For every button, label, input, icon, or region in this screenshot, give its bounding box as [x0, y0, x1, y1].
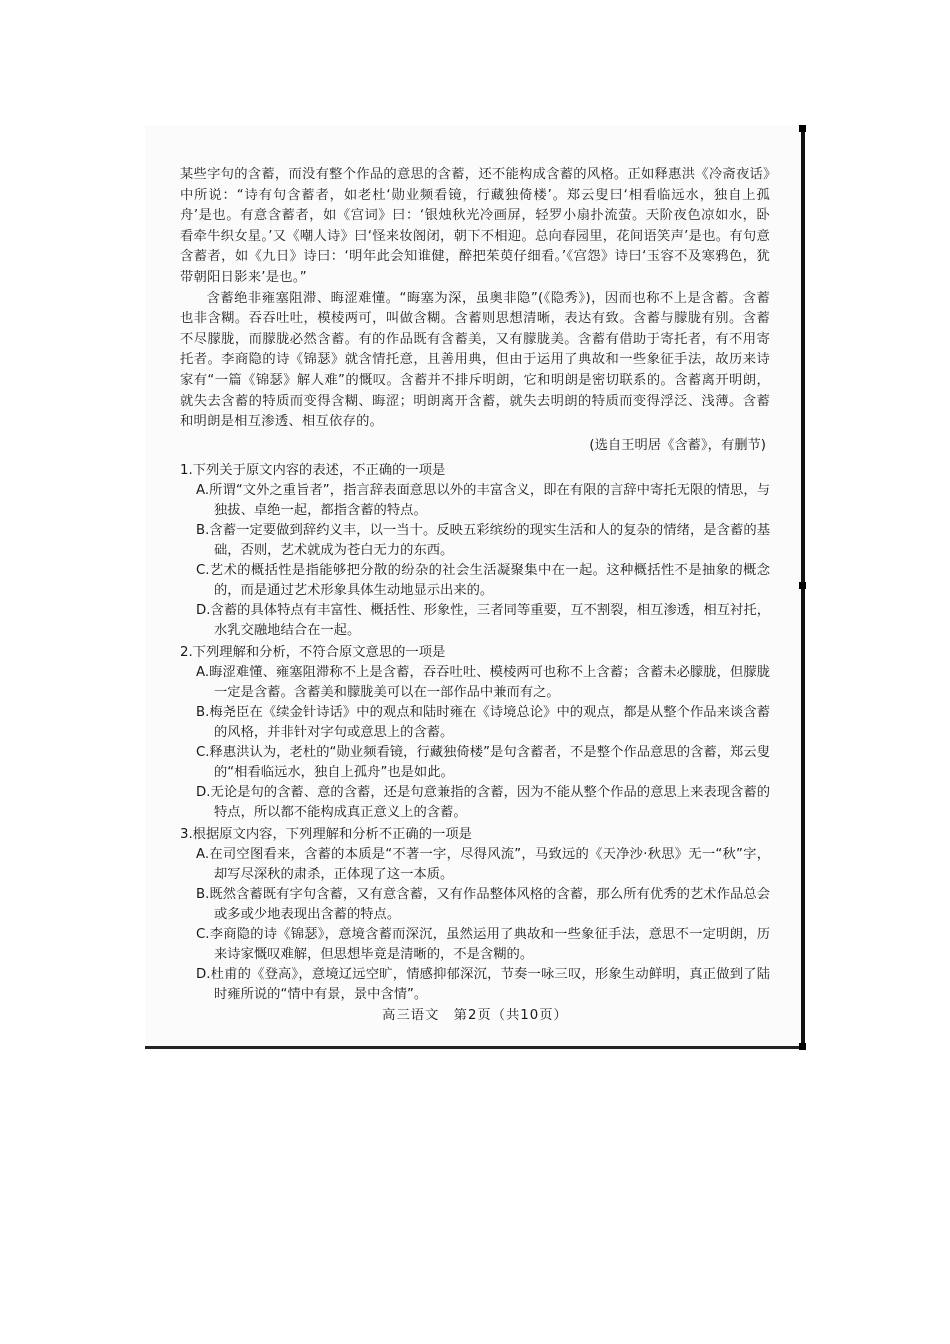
option-b: B.梅尧臣在《续金针诗话》中的观点和陆时雍在《诗境总论》中的观点，都是从整个作品来谈含蓄的风格，并非针对字句或意思上的含蓄。	[196, 704, 770, 740]
option-c: C.李商隐的诗《锦瑟》，意境含蓄而深沉，虽然运用了典故和一些象征手法，意思不一定明朗，历来诗家慨叹难解，但思想毕竟是清晰的，不是含糊的。	[196, 926, 770, 962]
option-b: B.既然含蓄既有字句含蓄，又有意含蓄，又有作品整体风格的含蓄，那么所有优秀的艺术作品总会或多或少地表现出含蓄的特点。	[196, 886, 770, 922]
edge-mark	[799, 582, 806, 589]
page-content	[180, 165, 770, 1005]
page-footer: 高三语文 第2页（共10页）	[382, 1008, 568, 1023]
passage-paragraph: 含蓄绝非雍塞阻滞、晦涩难懂。“晦塞为深，虽奥非隐”(《隐秀》)，因而也称不上是含蓄。含蓄也非含糊。吞吞吐吐，模棱两可，叫做含糊。含蓄则思想清晰，表达有致。含蓄与朦胧有别。含蓄不尽朦胧，而朦胧必然含蓄。有的作品既有含蓄美，又有朦胧美。含蓄有借助于寄托者，有不用寄托者。李商隐的诗《锦瑟》就含情托意，且善用典，但由于运用了典故和一些象征手法，故历来诗家有“一篇《锦瑟》解人难”的慨叹。含蓄并不排斥明朗，它和明朗是密切联系的。含蓄离开明朗，就失去含蓄的特质而变得含糊、晦涩；明朗离开含蓄，就失去明朗的特质而变得浮泛、浅薄。含蓄和明朗是相互渗透、相互依存的。	[180, 290, 770, 430]
option-d: D.含蓄的具体特点有丰富性、概括性、形象性，三者同等重要，互不割裂，相互渗透，相互衬托，水乳交融地结合在一起。	[196, 602, 770, 638]
option-a: A.晦涩难懂、雍塞阻滞称不上是含蓄，吞吞吐吐、模棱两可也称不上含蓄；含蓄未必朦胧，但朦胧一定是含蓄。含蓄美和朦胧美可以在一部作品中兼而有之。	[196, 664, 770, 700]
question-1	[180, 461, 770, 641]
option-a: A.所谓“文外之重旨者”，指言辞表面意思以外的丰富含义，即在有限的言辞中寄托无限的情思，与独拔、卓绝一起，都指含蓄的特点。	[196, 482, 770, 518]
option-b: B.含蓄一定要做到辞约义丰，以一当十。反映五彩缤纷的现实生活和人的复杂的情绪，是含蓄的基础，否则，艺术就成为苍白无力的东西。	[196, 522, 770, 558]
question-3	[180, 825, 770, 1005]
option-a: A.在司空图看来，含蓄的本质是“不著一字，尽得风流”，马致远的《天净沙·秋思》无一“秋”字，却写尽深秋的肃杀，正体现了这一本质。	[196, 846, 770, 882]
question-stem: 1.下列关于原文内容的表述，不正确的一项是	[180, 462, 446, 478]
question-2	[180, 643, 770, 823]
corner-mark	[799, 1043, 806, 1050]
option-d: D.杜甫的《登高》，意境辽远空旷，情感抑郁深沉，节奏一咏三叹，形象生动鲜明，真正做到了陆时雍所说的“情中有景，景中含情”。	[196, 966, 770, 1002]
question-stem: 2.下列理解和分析，不符合原文意思的一项是	[180, 644, 446, 660]
question-stem: 3.根据原文内容，下列理解和分析不正确的一项是	[180, 826, 472, 842]
option-c: C.艺术的概括性是指能够把分散的纷杂的社会生活凝聚集中在一起。这种概括性不是抽象的概念的，而是通过艺术形象具体生动地显示出来的。	[196, 562, 770, 598]
corner-mark	[799, 125, 806, 132]
page-bottom-edge	[145, 1046, 805, 1049]
passage-source: (选自王明居《含蓄》，有删节)	[589, 437, 766, 453]
option-c: C.释惠洪认为，老杜的“勋业频看镜，行藏独倚楼”是句含蓄者，不是整个作品意思的含蓄，郑云叟的“相看临远水，独自上孤舟”也是如此。	[196, 744, 770, 780]
option-d: D.无论是句的含蓄、意的含蓄，还是句意兼指的含蓄，因为不能从整个作品的意思上来表现含蓄的特点，所以都不能构成真正意义上的含蓄。	[196, 784, 770, 820]
passage-paragraph: 某些字句的含蓄，而没有整个作品的意思的含蓄，还不能构成含蓄的风格。正如释惠洪《冷斋夜话》中所说：“诗有句含蓄者，如老杜‘勋业频看镜，行藏独倚楼’。郑云叟曰‘相看临远水，独自上孤舟’是也。有意含蓄者，如《宫词》曰：‘银烛秋光冷画屏，轻罗小扇扑流萤。天阶夜色凉如水，卧看牵牛织女星。’又《嘲人诗》曰‘怪来妆阁闭，朝下不相迎。总向春园里，花间语笑声’是也。有句意含蓄者，如《九日》诗曰：‘明年此会知谁健，醉把茱萸仔细看。’《宫怨》诗曰‘玉容不及寒鸦色，犹带朝阳日影来’是也。”	[180, 167, 770, 285]
